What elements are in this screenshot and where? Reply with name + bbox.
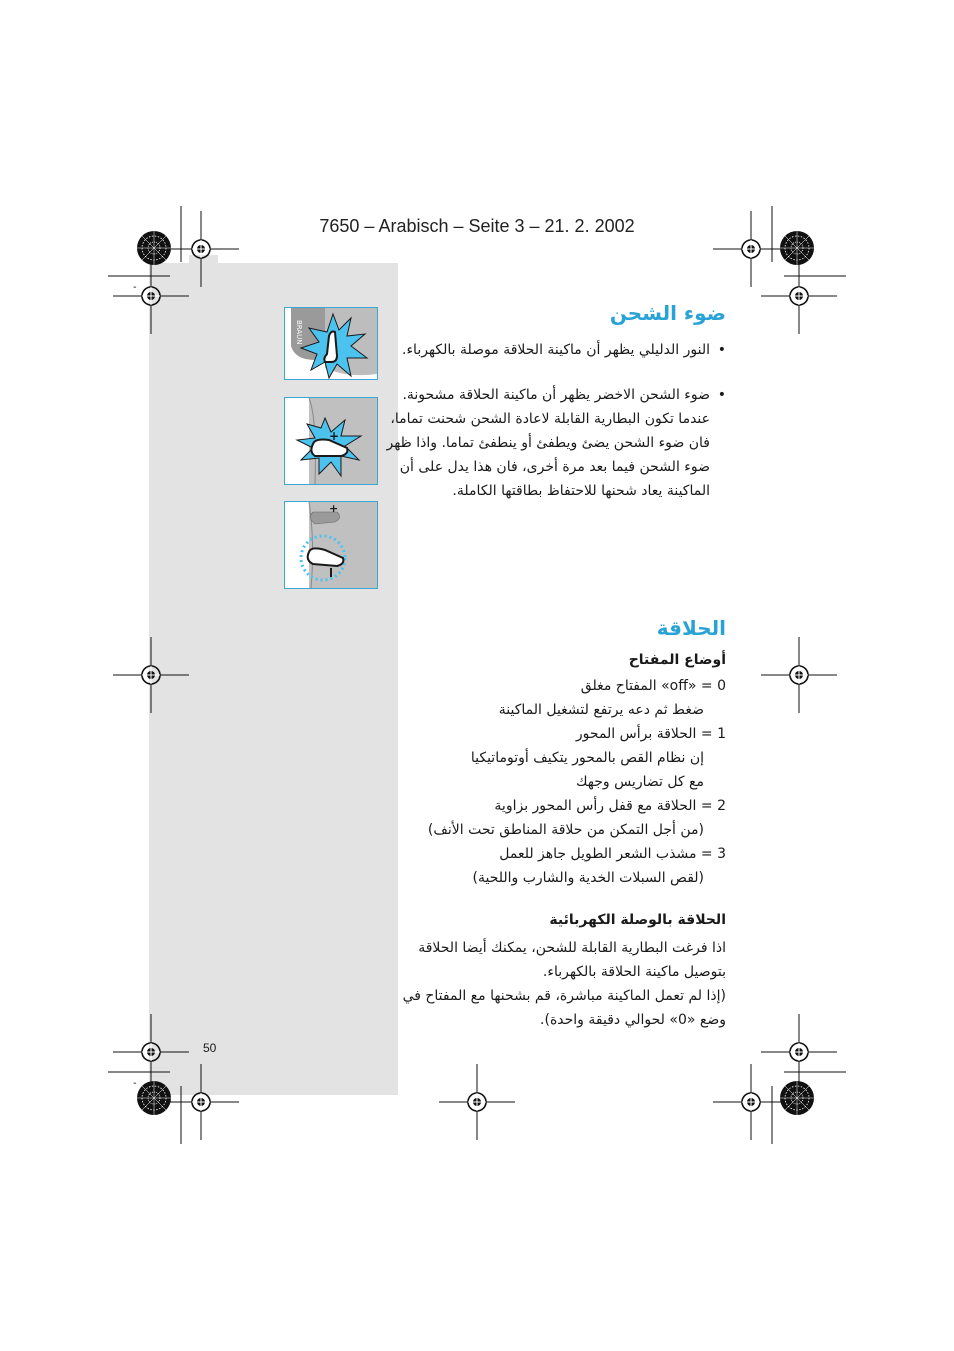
switch-line: (من أجل التمكن من حلاقة المناطق تحت الأنف) <box>427 822 704 838</box>
switch-line: ضغط ثم دعه يرتفع لتشغيل الماكينة <box>498 702 704 718</box>
page-number: 50 <box>203 1041 217 1055</box>
text-line: اذا فرغت البطارية القابلة للشحن، يمكنك أيضا الحلاقة <box>418 940 726 956</box>
text-line: عندما تكون البطارية القابلة لاعادة الشحن شحنت تماما، <box>390 411 710 427</box>
bullet-text: • النور الدليلي يظهر أن ماكينة الحلاقة موصلة بالكهرباء. <box>396 338 726 362</box>
switch-positions-heading: أوضاع المفتاح <box>628 652 726 668</box>
section-title-charging: ضوء الشحن <box>609 301 726 325</box>
switch-line: مع كل تضاريس وجهك <box>575 774 704 790</box>
text-line: (إذا لم تعمل الماكينة مباشرة، قم بشحنها مع المفتاح في <box>402 988 726 1004</box>
text-line: ضوء الشحن فيما بعد مرة أخرى، فان هذا يدل على أن <box>399 459 710 475</box>
side-tick-top: - <box>133 282 137 293</box>
switch-line: (لقص السبلات الخدية والشارب واللحية) <box>472 870 704 886</box>
text-line: الماكينة يعاد شحنها للاحتفاظ بطاقتها الكاملة. <box>452 483 710 499</box>
text-line: وضع «0» لحوالي دقيقة واحدة). <box>540 1012 726 1028</box>
page-header: 7650 – Arabisch – Seite 3 – 21. 2. 2002 <box>319 216 635 236</box>
switch-line: 3 = مشذب الشعر الطويل جاهز للعمل <box>499 846 726 862</box>
mains-shaving-heading: الحلاقة بالوصلة الكهربائية <box>549 912 726 928</box>
switch-line: 0 = «off» المفتاح مغلق <box>580 678 726 694</box>
text-line: بتوصيل ماكينة الحلاقة بالكهرباء. <box>542 964 726 980</box>
plus-mark: + <box>329 429 340 443</box>
switch-line: 1 = الحلاقة برأس المحور <box>575 726 726 742</box>
section-title-shaving: الحلاقة <box>656 616 726 640</box>
side-tick-bottom: - <box>133 1078 137 1089</box>
plus-mark-small: + <box>329 502 339 515</box>
switch-line: إن نظام القص بالمحور يتكيف أوتوماتيكيا <box>470 750 704 766</box>
brand-text: BRAUN <box>295 320 303 345</box>
switch-line: 2 = الحلاقة مع قفل رأس المحور بزاوية <box>494 798 726 814</box>
text-line: فان ضوء الشحن يضئ ويطفئ أو ينطفئ تماما. واذا ظهر <box>386 435 710 451</box>
text-line: • ضوء الشحن الاخضر يظهر أن ماكينة الحلاقة مشحونة. <box>402 387 710 403</box>
